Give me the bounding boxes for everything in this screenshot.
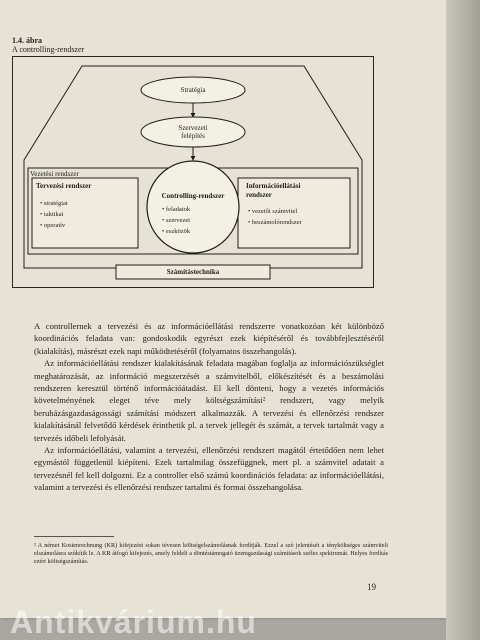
information-system-title-2: rendszer <box>246 191 272 199</box>
planning-item: • taktikai <box>40 209 68 220</box>
controlling-item: • eszközök <box>162 226 190 237</box>
management-system-label: Vezetési rendszer <box>30 170 79 178</box>
paragraph: A controllernek a tervezési és az információellátási rendszerre vonatkozóan két különböző koordinációs feladata van: gondoskodik egyrészt ezek kiépítéséről és továbbfejlesztéséről (kialakítás), másrészt ezek napi működtetéséről (folyamatos összehangolás). <box>34 321 384 356</box>
page-edge <box>446 0 480 640</box>
information-system-title-1: Információellátási <box>246 182 301 190</box>
controlling-circle <box>147 161 239 253</box>
watermark: Antikvárium.hu <box>10 604 257 640</box>
strategy-label: Stratégia <box>180 86 206 94</box>
planning-system-list <box>40 198 68 231</box>
controlling-item: • feladatok <box>162 204 190 215</box>
page-number: 19 <box>367 582 376 592</box>
paragraph: Az információellátási rendszer kialakításának feladata magában foglalja az információszükséglet meghatározását, az információ megszerzését a számvitelből, előkészítését és a beszámolási rendszeren keresztül történő információátadást. El kell dönteni, hogy a vezetés információs követelményének eleget téve mely költségszámítási² rendszert, vagy melyik beruházásgazdaságossági számítási módszert alkalmazzák. A tervezési és ellenőrzési rendszer kialakításánál felvetődő kérdések érinthetik pl. a tervek jellegét és számát, a tervek tartalmát vagy a tervezés időbeli lefolyását. <box>34 358 384 443</box>
information-item: • beszámolórendszer <box>248 217 302 228</box>
org-structure-label-1: Szervezeti <box>178 124 208 132</box>
footnote: ² A német Kostenrechnung (KR) kifejezést sokan tévesen költségelszámolásnak fordítják. Ezzel a szó jelentését a tényköltséges számviteli elszámolásra szűkítik le. A KR átfogó kifejezés, amely feldeli a döntéstámogató üzemgazdasági számítások széles spektrumát. Helyes fordítás ezért költségszámítás. <box>34 542 388 566</box>
footnote-rule <box>34 536 114 537</box>
controlling-system-title: Controlling-rendszer <box>161 192 225 200</box>
information-item: • vezetői számvitel <box>248 206 302 217</box>
controlling-item: • szervezet <box>162 215 190 226</box>
figure-title: A controlling-rendszer <box>12 45 85 54</box>
figure-number: 1.4. ábra <box>12 36 42 45</box>
planning-item: • operatív <box>40 220 68 231</box>
paragraph: Az információellátási, valamint a tervezési, ellenőrzési rendszert magától értetődően nem lehet egymástól függetlenül kiépíteni. Ezek tartalmilag összefüggnek, mert pl. a számvitel adatait a tervezésnél fel kell dolgozni. Ez a controller első számú koordinációs feladata: az információellátási, valamint a tervezési és ellenőrzési rendszer tartalmi és formai összehangolása. <box>34 445 384 493</box>
controlling-system-list <box>162 204 190 237</box>
body-text <box>34 320 384 494</box>
org-structure-label-2: felépítés <box>181 132 205 140</box>
planning-system-title: Tervezési rendszer <box>36 182 92 190</box>
planning-item: • stratégiai <box>40 198 68 209</box>
information-system-list <box>248 206 302 228</box>
computing-label: Számítástechnika <box>166 268 220 276</box>
